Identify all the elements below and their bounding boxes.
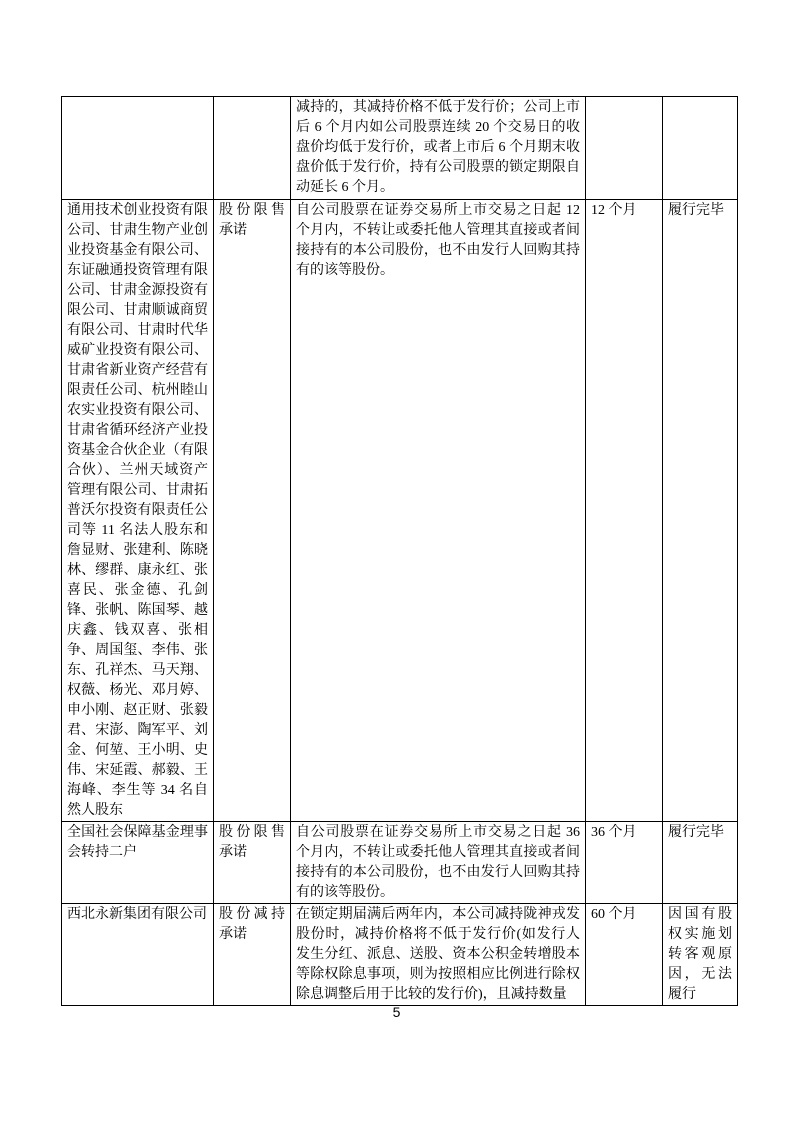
- table-row: [62, 822, 738, 904]
- cell-term: [586, 97, 663, 200]
- commitments-table: [61, 96, 738, 1006]
- cell-party: 通用技术创业投资有限公司、甘肃生物产业创业投资基金有限公司、东证融通投资管理有限公司、甘肃金源投资有限公司、甘肃顺诚商贸有限公司、甘肃时代华威矿业投资有限公司、甘肃省新业资产经营有限责任公司、杭州睦山农实业投资有限公司、甘肃省循环经济产业投资基金合伙企业（有限合伙）、兰州天域资产管理有限公司、甘肃拓普沃尔投资有限责任公司等 11 名法人股东和詹显财、张建利、陈晓林、缪群、康永红、张喜民、张金德、孔剑锋、张帆、陈国琴、越庆鑫、钱双喜、张相争、周国玺、李伟、张东、孔祥杰、马天翔、权薇、杨光、邓月婷、申小刚、赵正财、张毅君、宋澎、陶军平、刘金、何堃、王小明、史伟、宋延霞、郝毅、王海峰、李生等 34 名自然人股东: [62, 200, 214, 822]
- cell-term: 36 个月: [586, 822, 663, 904]
- cell-commitment-type: 股份限售承诺: [214, 822, 291, 904]
- cell-party: 全国社会保障基金理事会转持二户: [62, 822, 214, 904]
- cell-content: 自公司股票在证券交易所上市交易之日起 12 个月内，不转让或委托他人管理其直接或者间接持有的本公司股份，也不由发行人回购其持有的该等股份。: [291, 200, 586, 822]
- cell-status: 履行完毕: [663, 822, 738, 904]
- cell-content: 减持的，其减持价格不低于发行价；公司上市后 6 个月内如公司股票连续 20 个交易日的收盘价均低于发行价，或者上市后 6 个月期末收盘价低于发行价，持有公司股票的锁定期限自动延长 6 个月。: [291, 97, 586, 200]
- cell-party: [62, 97, 214, 200]
- cell-commitment-type: 股份限售承诺: [214, 200, 291, 822]
- table-row: [62, 200, 738, 822]
- page-number: 5: [392, 1004, 401, 1020]
- cell-commitment-type: 股份减持承诺: [214, 904, 291, 1006]
- cell-status: 履行完毕: [663, 200, 738, 822]
- cell-content: 在锁定期届满后两年内，本公司减持陇神戎发股份时，减持价格将不低于发行价(如发行人发生分红、派息、送股、资本公积金转增股本等除权除息事项，则为按照相应比例进行除权除息调整后用于比较的发行价)，且减持数量: [291, 904, 586, 1006]
- table-row: [62, 904, 738, 1006]
- cell-status: 因国有股权实施划转客观原因，无法履行: [663, 904, 738, 1006]
- cell-term: 60 个月: [586, 904, 663, 1006]
- table-row: [62, 97, 738, 200]
- cell-content: 自公司股票在证券交易所上市交易之日起 36 个月内，不转让或委托他人管理其直接或者间接持有的本公司股份，也不由发行人回购其持有的该等股份。: [291, 822, 586, 904]
- cell-party: 西北永新集团有限公司: [62, 904, 214, 1006]
- cell-commitment-type: [214, 97, 291, 200]
- cell-term: 12 个月: [586, 200, 663, 822]
- cell-status: [663, 97, 738, 200]
